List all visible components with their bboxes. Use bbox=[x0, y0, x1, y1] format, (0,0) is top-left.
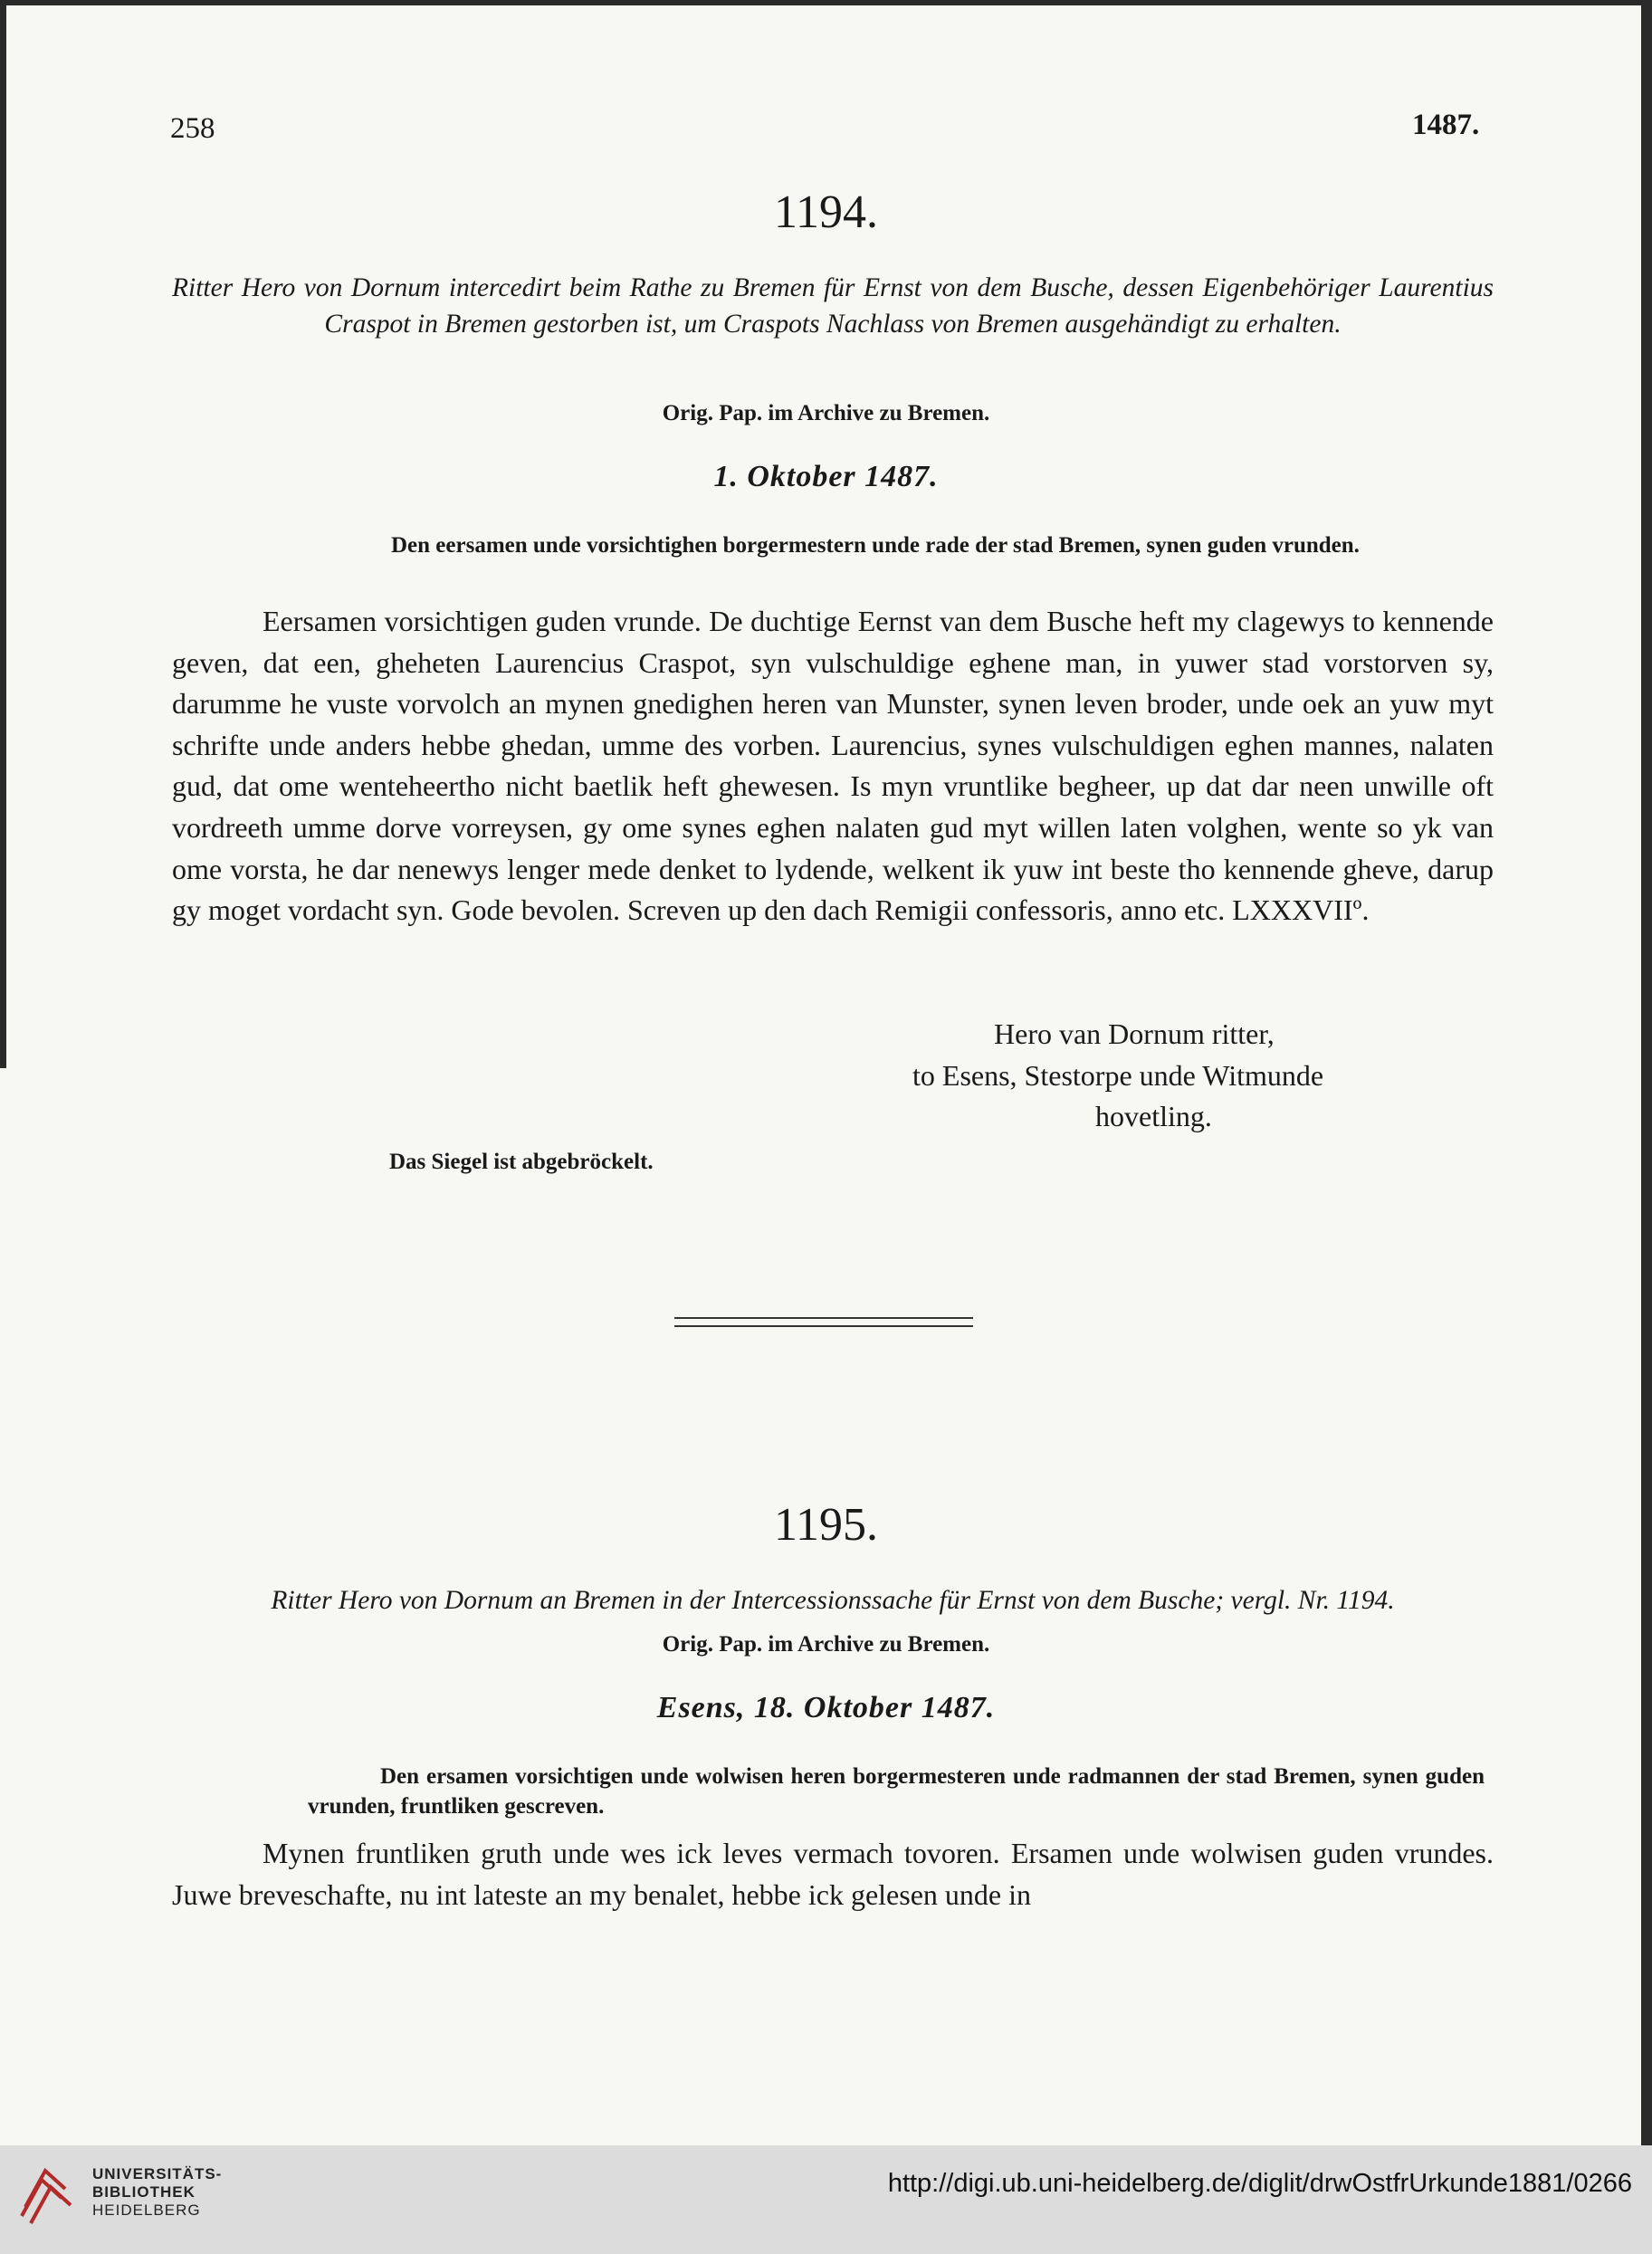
source-note-1194: Orig. Pap. im Archive zu Bremen. bbox=[662, 401, 990, 425]
seal-note: Das Siegel ist abgebröckelt. bbox=[389, 1150, 654, 1174]
running-head-year: 1487. bbox=[1412, 109, 1480, 141]
letter-body-1194: Eersamen vorsichtigen guden vrunde. De duchtige Eernst van dem Busche heft my clagewys to kennende geven, dat een, gheheten Laurencius Craspot, syn vulschuldige eghene man, in yuwer stad vorstorven sy, darumme he vuste vorvolch an mynen gnedighen heren van Munster, synen leven broder, unde oek an yuw myt schrifte unde anders hebbe ghedan, umme des vorben. Laurencius, synes vulschuldigen eghen mannes, nalaten gud, dat ome wenteheertho nicht baetlik heft ghewesen. Is myn vruntlike begheer, up dat dar neen unwille oft vordreeth umme dorve vorreysen, gy ome synes eghen nalaten gud myt willen laten volghen, wente so yk van ome vorsta, he dar nenewys lenger mede denket to lydende, welkent ik yuw int beste tho kennende gheve, darup gy moget vordacht syn. Gode bevolen. Screven up den dach Remigii confessoris, anno etc. LXXXVIIº. bbox=[172, 605, 1494, 927]
signature-line-2: to Esens, Stestorpe unde Witmunde bbox=[912, 1059, 1324, 1092]
permalink-url[interactable]: http://digi.ub.uni-heidelberg.de/diglit/drwOstfrUrkunde1881/0266 bbox=[887, 2169, 1632, 2198]
date-line-1194: 1. Oktober 1487. bbox=[713, 460, 939, 493]
date-line-1195: Esens, 18. Oktober 1487. bbox=[656, 1691, 996, 1724]
scan-border-right bbox=[1641, 0, 1652, 2145]
regest-1194: Ritter Hero von Dornum intercedirt beim Rathe zu Bremen für Ernst von dem Busche, dessen Eigenbehöriger Laurentius Craspot in Bremen gestorben ist, um Craspots Nachlass von Bremen ausgehändigt zu erhalten. bbox=[172, 273, 1494, 339]
library-name-line-3: HEIDELBERG bbox=[92, 2201, 201, 2219]
letter-body-1195: Mynen fruntliken gruth unde wes ick leves vermach tovoren. Ersamen unde wolwisen guden vrundes. Juwe breveschafte, nu int lateste an my benalet, hebbe ick gelesen unde in bbox=[172, 1837, 1494, 1911]
regest-1195: Ritter Hero von Dornum an Bremen in der Intercessionssache für Ernst von dem Busche; vergl. Nr. 1194. bbox=[271, 1586, 1395, 1615]
library-logo-icon bbox=[18, 2153, 74, 2240]
separator-rule-top bbox=[674, 1317, 973, 1319]
document-number-1195: 1195. bbox=[773, 1499, 879, 1551]
library-name-line-1: UNIVERSITÄTS- bbox=[92, 2165, 223, 2182]
document-number-1194: 1194. bbox=[773, 186, 879, 238]
separator-rule-bottom bbox=[674, 1325, 973, 1327]
address-1195: Den ersamen vorsichtigen unde wolwisen heren borgermesteren unde radmannen der stad Bremen, synen guden vrunden, fruntliken gescreven. bbox=[308, 1764, 1485, 1819]
viewer-footer bbox=[0, 2145, 1652, 2254]
library-name-line-2: BIBLIOTHEK bbox=[92, 2183, 196, 2201]
address-1194: Den eersamen unde vorsichtighen borgermestern unde rade der stad Bremen, synen guden vrunden. bbox=[391, 533, 1360, 558]
signature-line-3: hovetling. bbox=[1095, 1100, 1212, 1132]
signature-line-1: Hero van Dornum ritter, bbox=[994, 1017, 1275, 1050]
scan-border-left bbox=[0, 0, 6, 1068]
library-name bbox=[92, 2165, 222, 2220]
scan-border-top bbox=[0, 0, 1652, 5]
source-note-1195: Orig. Pap. im Archive zu Bremen. bbox=[662, 1632, 990, 1657]
page-number: 258 bbox=[170, 112, 215, 145]
